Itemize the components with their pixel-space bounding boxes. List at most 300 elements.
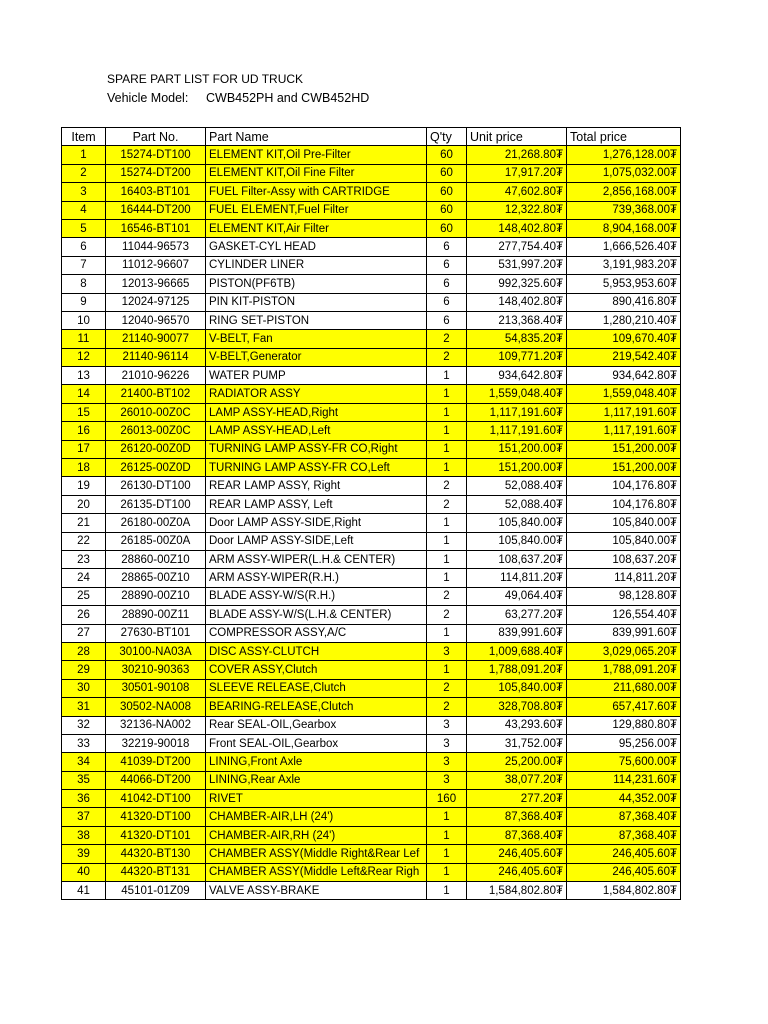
cell-total-price: 739,368.00₮ (567, 201, 681, 219)
cell-item: 15 (62, 403, 106, 421)
cell-total-price: 87,368.40₮ (567, 826, 681, 844)
table-row (62, 624, 681, 642)
cell-qty: 1 (427, 532, 467, 550)
cell-part-no: 16444-DT200 (106, 201, 206, 219)
cell-part-name: CHAMBER-AIR,RH (24') (206, 826, 427, 844)
cell-total-price: 105,840.00₮ (567, 532, 681, 550)
table-row (62, 495, 681, 513)
table-row (62, 569, 681, 587)
table-row (62, 219, 681, 237)
cell-total-price: 890,416.80₮ (567, 293, 681, 311)
cell-part-name: BLADE ASSY-W/S(L.H.& CENTER) (206, 606, 427, 624)
cell-unit-price: 54,835.20₮ (467, 330, 567, 348)
cell-part-name: SLEEVE RELEASE,Clutch (206, 679, 427, 697)
cell-item: 36 (62, 790, 106, 808)
cell-item: 17 (62, 440, 106, 458)
cell-part-no: 11044-96573 (106, 238, 206, 256)
column-header-unit-price: Unit price (467, 128, 567, 146)
cell-unit-price: 246,405.60₮ (467, 845, 567, 863)
cell-part-no: 30210-90363 (106, 661, 206, 679)
cell-part-no: 30501-90108 (106, 679, 206, 697)
cell-part-name: RIVET (206, 790, 427, 808)
cell-part-name: GASKET-CYL HEAD (206, 238, 427, 256)
spare-parts-table (61, 127, 681, 900)
cell-part-name: COVER ASSY,Clutch (206, 661, 427, 679)
cell-total-price: 104,176.80₮ (567, 477, 681, 495)
cell-part-name: LAMP ASSY-HEAD,Left (206, 422, 427, 440)
cell-qty: 1 (427, 845, 467, 863)
cell-unit-price: 148,402.80₮ (467, 293, 567, 311)
column-header-part-name: Part Name (206, 128, 427, 146)
cell-part-no: 26180-00Z0A (106, 514, 206, 532)
cell-unit-price: 109,771.20₮ (467, 348, 567, 366)
cell-total-price: 151,200.00₮ (567, 459, 681, 477)
cell-unit-price: 43,293.60₮ (467, 716, 567, 734)
cell-qty: 2 (427, 477, 467, 495)
cell-part-name: BEARING-RELEASE,Clutch (206, 698, 427, 716)
cell-unit-price: 151,200.00₮ (467, 459, 567, 477)
cell-part-no: 32219-90018 (106, 734, 206, 752)
cell-unit-price: 1,009,688.40₮ (467, 642, 567, 660)
cell-item: 13 (62, 367, 106, 385)
sheet-title: SPARE PART LIST FOR UD TRUCK (107, 72, 304, 86)
table-row (62, 293, 681, 311)
cell-qty: 6 (427, 311, 467, 329)
cell-total-price: 219,542.40₮ (567, 348, 681, 366)
cell-total-price: 1,276,128.00₮ (567, 146, 681, 164)
cell-part-name: COMPRESSOR ASSY,A/C (206, 624, 427, 642)
vehicle-model-label: Vehicle Model: (107, 91, 189, 105)
cell-part-name: Front SEAL-OIL,Gearbox (206, 734, 427, 752)
cell-item: 28 (62, 642, 106, 660)
cell-unit-price: 17,917.20₮ (467, 164, 567, 182)
cell-total-price: 211,680.00₮ (567, 679, 681, 697)
cell-item: 33 (62, 734, 106, 752)
table-row (62, 330, 681, 348)
cell-item: 1 (62, 146, 106, 164)
cell-part-no: 28860-00Z10 (106, 550, 206, 568)
cell-part-no: 30100-NA03A (106, 642, 206, 660)
cell-unit-price: 1,788,091.20₮ (467, 661, 567, 679)
cell-part-no: 26010-00Z0C (106, 403, 206, 421)
cell-unit-price: 114,811.20₮ (467, 569, 567, 587)
cell-part-no: 27630-BT101 (106, 624, 206, 642)
cell-unit-price: 87,368.40₮ (467, 808, 567, 826)
cell-total-price: 126,554.40₮ (567, 606, 681, 624)
cell-qty: 6 (427, 256, 467, 274)
cell-part-no: 41320-DT100 (106, 808, 206, 826)
cell-unit-price: 1,559,048.40₮ (467, 385, 567, 403)
cell-unit-price: 63,277.20₮ (467, 606, 567, 624)
cell-part-name: FUEL Filter-Assy with CARTRIDGE (206, 183, 427, 201)
cell-part-name: LINING,Rear Axle (206, 771, 427, 789)
cell-part-no: 12040-96570 (106, 311, 206, 329)
cell-qty: 3 (427, 642, 467, 660)
table-row (62, 367, 681, 385)
cell-qty: 2 (427, 495, 467, 513)
cell-part-no: 30502-NA008 (106, 698, 206, 716)
cell-total-price: 1,559,048.40₮ (567, 385, 681, 403)
table-row (62, 661, 681, 679)
cell-qty: 2 (427, 606, 467, 624)
cell-part-no: 28865-00Z10 (106, 569, 206, 587)
cell-unit-price: 49,064.40₮ (467, 587, 567, 605)
cell-part-no: 21400-BT102 (106, 385, 206, 403)
cell-unit-price: 1,117,191.60₮ (467, 422, 567, 440)
table-row (62, 440, 681, 458)
cell-unit-price: 105,840.00₮ (467, 514, 567, 532)
cell-part-no: 41320-DT101 (106, 826, 206, 844)
cell-part-no: 26130-DT100 (106, 477, 206, 495)
cell-part-name: REAR LAMP ASSY, Right (206, 477, 427, 495)
cell-part-name: RING SET-PISTON (206, 311, 427, 329)
cell-unit-price: 934,642.80₮ (467, 367, 567, 385)
table-row (62, 679, 681, 697)
table-row (62, 826, 681, 844)
cell-qty: 3 (427, 716, 467, 734)
cell-unit-price: 12,322.80₮ (467, 201, 567, 219)
cell-unit-price: 1,117,191.60₮ (467, 403, 567, 421)
cell-item: 2 (62, 164, 106, 182)
cell-part-name: ELEMENT KIT,Oil Fine Filter (206, 164, 427, 182)
cell-total-price: 129,880.80₮ (567, 716, 681, 734)
cell-qty: 3 (427, 734, 467, 752)
cell-qty: 60 (427, 183, 467, 201)
cell-total-price: 3,029,065.20₮ (567, 642, 681, 660)
cell-unit-price: 105,840.00₮ (467, 532, 567, 550)
vehicle-model-value: CWB452PH and CWB452HD (206, 91, 370, 105)
cell-qty: 1 (427, 826, 467, 844)
table-row (62, 311, 681, 329)
cell-item: 3 (62, 183, 106, 201)
table-row (62, 422, 681, 440)
cell-unit-price: 1,584,802.80₮ (467, 882, 567, 900)
cell-part-no: 28890-00Z11 (106, 606, 206, 624)
cell-part-name: ARM ASSY-WIPER(L.H.& CENTER) (206, 550, 427, 568)
cell-unit-price: 151,200.00₮ (467, 440, 567, 458)
cell-unit-price: 992,325.60₮ (467, 275, 567, 293)
cell-part-no: 44066-DT200 (106, 771, 206, 789)
cell-part-name: DISC ASSY-CLUTCH (206, 642, 427, 660)
cell-unit-price: 52,088.40₮ (467, 477, 567, 495)
cell-item: 14 (62, 385, 106, 403)
table-row (62, 275, 681, 293)
cell-part-no: 26120-00Z0D (106, 440, 206, 458)
cell-unit-price: 21,268.80₮ (467, 146, 567, 164)
cell-part-no: 15274-DT100 (106, 146, 206, 164)
cell-unit-price: 25,200.00₮ (467, 753, 567, 771)
cell-total-price: 75,600.00₮ (567, 753, 681, 771)
table-body (62, 146, 681, 900)
cell-qty: 1 (427, 863, 467, 881)
cell-item: 10 (62, 311, 106, 329)
table-row (62, 477, 681, 495)
cell-part-no: 41039-DT200 (106, 753, 206, 771)
cell-part-name: VALVE ASSY-BRAKE (206, 882, 427, 900)
cell-total-price: 246,405.60₮ (567, 845, 681, 863)
cell-part-name: CHAMBER-AIR,LH (24') (206, 808, 427, 826)
cell-part-name: TURNING LAMP ASSY-FR CO,Left (206, 459, 427, 477)
cell-total-price: 1,788,091.20₮ (567, 661, 681, 679)
cell-part-no: 12013-96665 (106, 275, 206, 293)
cell-total-price: 44,352.00₮ (567, 790, 681, 808)
cell-qty: 1 (427, 403, 467, 421)
cell-item: 4 (62, 201, 106, 219)
table-row (62, 808, 681, 826)
table-row (62, 256, 681, 274)
table-row (62, 790, 681, 808)
cell-qty: 60 (427, 201, 467, 219)
cell-part-no: 16546-BT101 (106, 219, 206, 237)
cell-item: 6 (62, 238, 106, 256)
cell-qty: 1 (427, 440, 467, 458)
table-row (62, 771, 681, 789)
cell-item: 27 (62, 624, 106, 642)
cell-item: 20 (62, 495, 106, 513)
cell-qty: 2 (427, 698, 467, 716)
cell-unit-price: 31,752.00₮ (467, 734, 567, 752)
cell-total-price: 1,075,032.00₮ (567, 164, 681, 182)
cell-item: 39 (62, 845, 106, 863)
table-row (62, 403, 681, 421)
table-row (62, 845, 681, 863)
table-row (62, 642, 681, 660)
cell-part-name: CYLINDER LINER (206, 256, 427, 274)
cell-item: 25 (62, 587, 106, 605)
cell-item: 9 (62, 293, 106, 311)
table-row (62, 550, 681, 568)
cell-part-name: CHAMBER ASSY(Middle Right&Rear Lef (206, 845, 427, 863)
cell-qty: 1 (427, 624, 467, 642)
cell-part-name: ELEMENT KIT,Air Filter (206, 219, 427, 237)
cell-unit-price: 105,840.00₮ (467, 679, 567, 697)
cell-item: 29 (62, 661, 106, 679)
cell-item: 30 (62, 679, 106, 697)
table-row (62, 716, 681, 734)
cell-unit-price: 328,708.80₮ (467, 698, 567, 716)
cell-total-price: 87,368.40₮ (567, 808, 681, 826)
cell-item: 31 (62, 698, 106, 716)
table-row (62, 238, 681, 256)
table-header-row (62, 128, 681, 146)
table-row (62, 164, 681, 182)
cell-total-price: 114,231.60₮ (567, 771, 681, 789)
cell-unit-price: 108,637.20₮ (467, 550, 567, 568)
cell-part-no: 44320-BT131 (106, 863, 206, 881)
cell-qty: 1 (427, 882, 467, 900)
cell-qty: 2 (427, 348, 467, 366)
cell-item: 12 (62, 348, 106, 366)
cell-part-no: 21010-96226 (106, 367, 206, 385)
cell-qty: 60 (427, 146, 467, 164)
cell-unit-price: 277,754.40₮ (467, 238, 567, 256)
cell-unit-price: 52,088.40₮ (467, 495, 567, 513)
cell-item: 37 (62, 808, 106, 826)
cell-qty: 60 (427, 164, 467, 182)
table-row (62, 183, 681, 201)
cell-part-no: 44320-BT130 (106, 845, 206, 863)
cell-part-no: 26125-00Z0D (106, 459, 206, 477)
table-row (62, 587, 681, 605)
table-row (62, 882, 681, 900)
cell-qty: 1 (427, 808, 467, 826)
table-row (62, 863, 681, 881)
table-row (62, 348, 681, 366)
cell-unit-price: 213,368.40₮ (467, 311, 567, 329)
cell-part-no: 45101-01Z09 (106, 882, 206, 900)
cell-unit-price: 87,368.40₮ (467, 826, 567, 844)
cell-qty: 2 (427, 679, 467, 697)
cell-part-name: ARM ASSY-WIPER(R.H.) (206, 569, 427, 587)
cell-qty: 2 (427, 330, 467, 348)
cell-qty: 1 (427, 422, 467, 440)
cell-qty: 1 (427, 459, 467, 477)
cell-part-name: Door LAMP ASSY-SIDE,Right (206, 514, 427, 532)
cell-item: 5 (62, 219, 106, 237)
cell-qty: 2 (427, 587, 467, 605)
cell-total-price: 151,200.00₮ (567, 440, 681, 458)
cell-total-price: 1,280,210.40₮ (567, 311, 681, 329)
cell-item: 34 (62, 753, 106, 771)
column-header-qty: Q'ty (427, 128, 467, 146)
cell-item: 23 (62, 550, 106, 568)
cell-part-no: 16403-BT101 (106, 183, 206, 201)
cell-item: 40 (62, 863, 106, 881)
cell-qty: 1 (427, 367, 467, 385)
cell-unit-price: 148,402.80₮ (467, 219, 567, 237)
cell-item: 41 (62, 882, 106, 900)
cell-total-price: 95,256.00₮ (567, 734, 681, 752)
cell-part-no: 26135-DT100 (106, 495, 206, 513)
cell-part-no: 21140-96114 (106, 348, 206, 366)
cell-part-name: CHAMBER ASSY(Middle Left&Rear Righ (206, 863, 427, 881)
cell-item: 7 (62, 256, 106, 274)
table-row (62, 698, 681, 716)
cell-item: 21 (62, 514, 106, 532)
cell-qty: 1 (427, 514, 467, 532)
cell-part-name: WATER PUMP (206, 367, 427, 385)
cell-total-price: 108,637.20₮ (567, 550, 681, 568)
cell-total-price: 1,117,191.60₮ (567, 422, 681, 440)
table-row (62, 734, 681, 752)
cell-total-price: 105,840.00₮ (567, 514, 681, 532)
cell-part-name: PIN KIT-PISTON (206, 293, 427, 311)
cell-qty: 3 (427, 771, 467, 789)
cell-qty: 1 (427, 385, 467, 403)
cell-item: 18 (62, 459, 106, 477)
cell-unit-price: 47,602.80₮ (467, 183, 567, 201)
cell-total-price: 1,117,191.60₮ (567, 403, 681, 421)
cell-total-price: 2,856,168.00₮ (567, 183, 681, 201)
cell-total-price: 5,953,953.60₮ (567, 275, 681, 293)
table-row (62, 532, 681, 550)
cell-item: 16 (62, 422, 106, 440)
cell-part-no: 12024-97125 (106, 293, 206, 311)
cell-part-name: TURNING LAMP ASSY-FR CO,Right (206, 440, 427, 458)
cell-qty: 6 (427, 275, 467, 293)
cell-item: 32 (62, 716, 106, 734)
cell-total-price: 839,991.60₮ (567, 624, 681, 642)
cell-part-name: V-BELT, Fan (206, 330, 427, 348)
cell-item: 19 (62, 477, 106, 495)
table-row (62, 606, 681, 624)
cell-part-no: 28890-00Z10 (106, 587, 206, 605)
cell-total-price: 246,405.60₮ (567, 863, 681, 881)
table-row (62, 385, 681, 403)
cell-total-price: 8,904,168.00₮ (567, 219, 681, 237)
cell-qty: 60 (427, 219, 467, 237)
column-header-part-no: Part No. (106, 128, 206, 146)
cell-unit-price: 277.20₮ (467, 790, 567, 808)
cell-part-name: LAMP ASSY-HEAD,Right (206, 403, 427, 421)
cell-part-no: 26013-00Z0C (106, 422, 206, 440)
cell-part-no: 32136-NA002 (106, 716, 206, 734)
table-row (62, 201, 681, 219)
cell-item: 24 (62, 569, 106, 587)
cell-qty: 1 (427, 569, 467, 587)
cell-qty: 6 (427, 238, 467, 256)
cell-total-price: 104,176.80₮ (567, 495, 681, 513)
cell-part-no: 41042-DT100 (106, 790, 206, 808)
cell-part-name: RADIATOR ASSY (206, 385, 427, 403)
cell-qty: 160 (427, 790, 467, 808)
cell-qty: 3 (427, 753, 467, 771)
vehicle-model-line (107, 91, 370, 105)
cell-part-name: V-BELT,Generator (206, 348, 427, 366)
cell-item: 22 (62, 532, 106, 550)
cell-qty: 1 (427, 550, 467, 568)
column-header-total-price: Total price (567, 128, 681, 146)
table-row (62, 459, 681, 477)
table-row (62, 753, 681, 771)
cell-qty: 6 (427, 293, 467, 311)
cell-unit-price: 246,405.60₮ (467, 863, 567, 881)
cell-item: 26 (62, 606, 106, 624)
cell-part-name: Door LAMP ASSY-SIDE,Left (206, 532, 427, 550)
cell-total-price: 657,417.60₮ (567, 698, 681, 716)
cell-part-no: 21140-90077 (106, 330, 206, 348)
cell-part-no: 11012-96607 (106, 256, 206, 274)
cell-item: 11 (62, 330, 106, 348)
cell-item: 38 (62, 826, 106, 844)
cell-part-no: 26185-00Z0A (106, 532, 206, 550)
cell-part-name: ELEMENT KIT,Oil Pre-Filter (206, 146, 427, 164)
cell-unit-price: 839,991.60₮ (467, 624, 567, 642)
cell-total-price: 934,642.80₮ (567, 367, 681, 385)
cell-part-name: PISTON(PF6TB) (206, 275, 427, 293)
cell-part-name: Rear SEAL-OIL,Gearbox (206, 716, 427, 734)
table-row (62, 514, 681, 532)
cell-part-name: BLADE ASSY-W/S(R.H.) (206, 587, 427, 605)
cell-total-price: 1,584,802.80₮ (567, 882, 681, 900)
cell-part-no: 15274-DT200 (106, 164, 206, 182)
cell-qty: 1 (427, 661, 467, 679)
cell-item: 8 (62, 275, 106, 293)
cell-part-name: LINING,Front Axle (206, 753, 427, 771)
cell-total-price: 98,128.80₮ (567, 587, 681, 605)
cell-unit-price: 38,077.20₮ (467, 771, 567, 789)
cell-total-price: 3,191,983.20₮ (567, 256, 681, 274)
table-row (62, 146, 681, 164)
cell-part-name: FUEL ELEMENT,Fuel Filter (206, 201, 427, 219)
cell-part-name: REAR LAMP ASSY, Left (206, 495, 427, 513)
cell-total-price: 109,670.40₮ (567, 330, 681, 348)
cell-total-price: 1,666,526.40₮ (567, 238, 681, 256)
cell-item: 35 (62, 771, 106, 789)
column-header-item: Item (62, 128, 106, 146)
cell-total-price: 114,811.20₮ (567, 569, 681, 587)
cell-unit-price: 531,997.20₮ (467, 256, 567, 274)
